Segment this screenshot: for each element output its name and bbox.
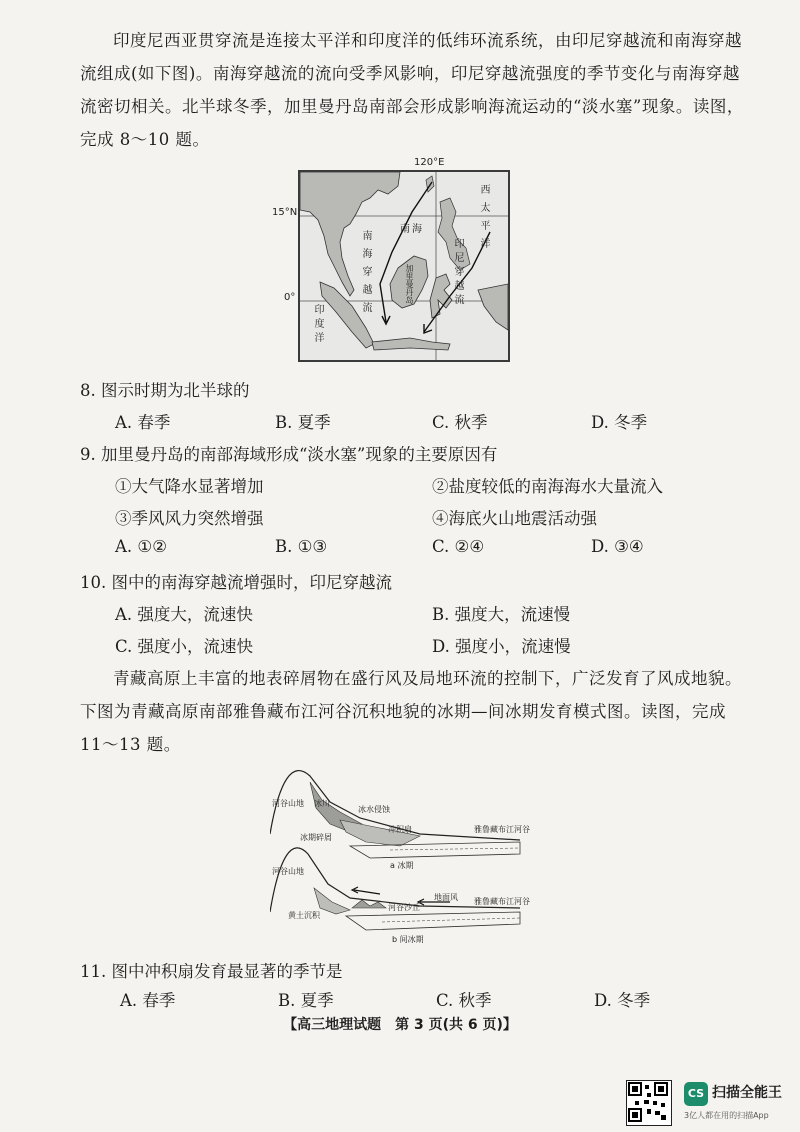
- q9-option-b: B. ①③: [275, 537, 328, 556]
- q11-stem: 11. 图中冲积扇发育最显著的季节是: [80, 962, 343, 981]
- map-label-kalimantan: 加里曼丹岛: [405, 264, 414, 304]
- scanner-app-name: 扫描全能王: [712, 1085, 782, 1101]
- q9-item-2: ②盐度较低的南海海水大量流入: [432, 477, 663, 496]
- q8-option-c: C. 秋季: [432, 413, 488, 432]
- a-caption: a 冰期: [390, 861, 414, 870]
- a-river-valley: [350, 842, 520, 858]
- b-label-wind: 地面风: [434, 893, 458, 902]
- throughflow-map: [298, 170, 510, 362]
- sulawesi-island: [430, 274, 452, 318]
- b-label-loess: 黄土沉积: [288, 911, 320, 920]
- intro2-line-3: 11～13 题。: [80, 735, 181, 754]
- qr-code-icon: [626, 1080, 672, 1126]
- q10-option-b: B. 强度大，流速慢: [432, 605, 571, 624]
- q10-option-a: A. 强度大，流速快: [115, 605, 253, 624]
- map-label-scs-throughflow: 南海穿越流: [360, 230, 371, 320]
- b-label-river: 雅鲁藏布江河谷: [474, 897, 530, 906]
- b-label-valley-mountain: 河谷山地: [272, 867, 304, 876]
- map-label-itf: 印尼穿越流: [452, 238, 463, 308]
- q11-option-a: A. 春季: [120, 991, 176, 1010]
- q8-stem: 8. 图示时期为北半球的: [80, 381, 250, 400]
- map-lat0-label: 0°: [284, 292, 296, 303]
- intro1-line-2: 流组成(如下图)。南海穿越流的流向受季风影响，印尼穿越流强度的季节变化与南海穿越: [80, 64, 740, 83]
- valley-deposition-diagram: [270, 762, 540, 948]
- b-label-dune: 河谷沙丘: [388, 903, 420, 912]
- a-label-river: 雅鲁藏布江河谷: [474, 825, 530, 834]
- map-label-south-china-sea: 南海: [400, 224, 424, 235]
- q10-option-d: D. 强度小，流速慢: [432, 637, 571, 656]
- b-valley-layer: [382, 918, 520, 922]
- q10-stem: 10. 图中的南海穿越流增强时，印尼穿越流: [80, 573, 392, 592]
- page-footer: 【高三地理试题 第 3 页(共 6 页)】: [283, 1017, 517, 1033]
- q11-option-b: B. 夏季: [278, 991, 334, 1010]
- b-wind-arrow-2: [354, 890, 380, 894]
- q9-option-a: A. ①②: [115, 537, 167, 556]
- new-guinea-island: [478, 284, 508, 330]
- q11-option-c: C. 秋季: [436, 991, 492, 1010]
- map-label-west-pacific: 西太平洋: [478, 184, 489, 256]
- asia-mainland: [300, 172, 400, 296]
- map-label-indian-ocean: 印度洋: [312, 304, 323, 346]
- b-caption: b 间冰期: [392, 935, 424, 944]
- intro-paragraph-2: [80, 662, 742, 761]
- q9-item-4: ④海底火山地震活动强: [432, 509, 597, 528]
- intro2-line-1: 青藏高原上丰富的地表碎屑物在盛行风及局地环流的控制下，广泛发育了风成地貌。: [113, 669, 742, 688]
- q9-item-3: ③季风风力突然增强: [115, 509, 264, 528]
- a-label-meltwater: 冰水侵蚀: [358, 805, 390, 814]
- scanner-tagline: 3亿人都在用的扫描App: [684, 1111, 769, 1120]
- q8-option-d: D. 冬季: [591, 413, 648, 432]
- qr-pattern: [627, 1081, 669, 1123]
- q11-option-d: D. 冬季: [594, 991, 651, 1010]
- intro-paragraph-1: [80, 24, 744, 156]
- intro1-line-1: 印度尼西亚贯穿流是连接太平洋和印度洋的低纬环流系统，由印尼穿越流和南海穿越: [113, 31, 742, 50]
- q10-option-c: C. 强度小，流速快: [115, 637, 254, 656]
- map-lat15-label: 15°N: [272, 207, 298, 218]
- b-river-valley: [346, 912, 520, 930]
- camscanner-logo-icon: CS: [684, 1082, 708, 1106]
- q8-option-a: A. 春季: [115, 413, 171, 432]
- q9-stem: 9. 加里曼丹岛的南部海域形成“淡水塞”现象的主要原因有: [80, 445, 498, 464]
- intro2-line-2: 下图为青藏高原南部雅鲁藏布江河谷沉积地貌的冰期—间冰期发育模式图。读图，完成: [80, 702, 726, 721]
- q8-option-b: B. 夏季: [275, 413, 331, 432]
- map-longitude-label: 120°E: [414, 157, 445, 168]
- java-island: [372, 338, 450, 350]
- a-label-valley-mountain: 河谷山地: [272, 799, 304, 808]
- a-label-moraine: 冰期碎屑: [300, 833, 332, 842]
- a-label-glacier: 冰川: [314, 799, 330, 808]
- intro1-line-4: 完成 8～10 题。: [80, 130, 210, 149]
- a-label-fan: 冲积扇: [388, 825, 412, 834]
- a-valley-layer: [390, 848, 520, 850]
- q9-option-c: C. ②④: [432, 537, 485, 556]
- q9-item-1: ①大气降水显著增加: [115, 477, 264, 496]
- q9-option-d: D. ③④: [591, 537, 644, 556]
- intro1-line-3: 流密切相关。北半球冬季，加里曼丹岛南部会形成影响海流运动的“淡水塞”现象。读图，: [80, 97, 744, 116]
